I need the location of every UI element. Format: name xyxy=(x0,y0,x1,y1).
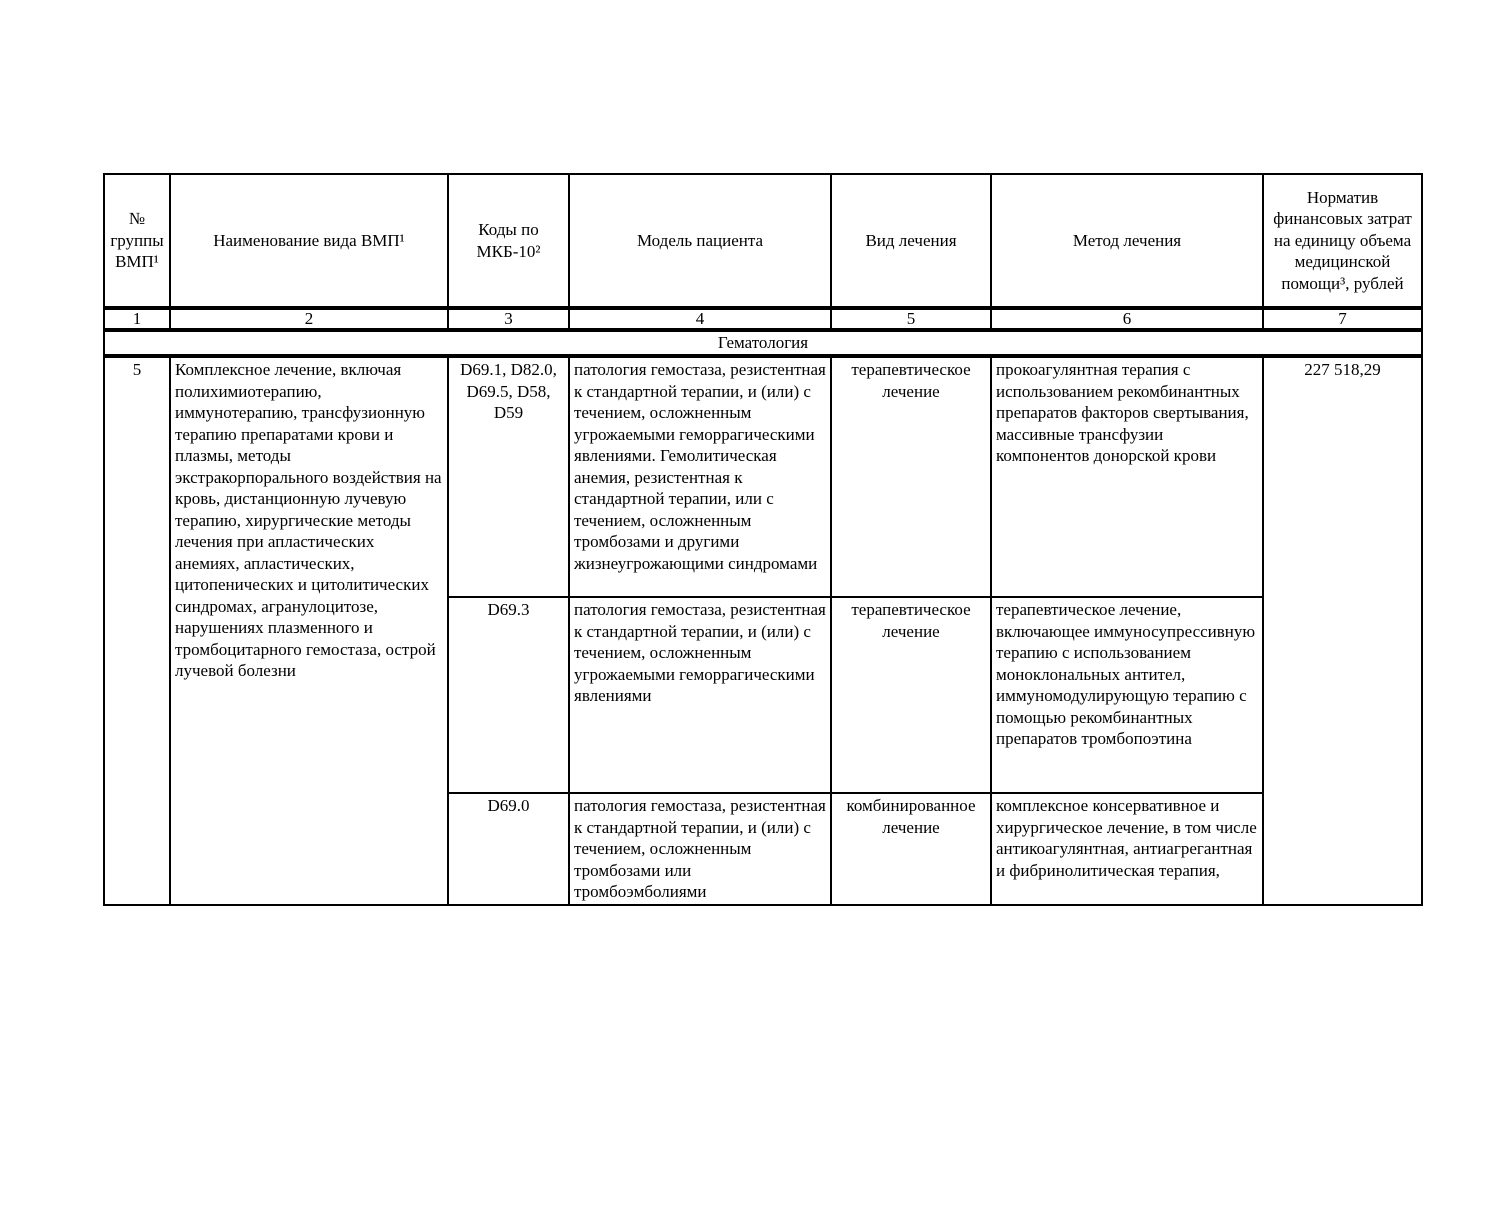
table-header-row xyxy=(104,174,1422,308)
col-header-treatment-kind: Вид лечения xyxy=(831,174,991,308)
patient-model-cell-1: патология гемостаза, резистентная к стандартной терапии, и (или) с течением, осложненным угрожаемыми геморрагическими явлениями. Гемолитическая анемия, резистентная к стандартной терапии, или с течением, осложненным тромбозами и другими жизнеугрожающими синдромами xyxy=(569,356,831,597)
treatment-method-cell-2: терапевтическое лечение, включающее иммуносупрессивную терапию с использованием моноклональных антител, иммуномодулирующую терапию с помощью рекомбинантных препаратов тромбопоэтина xyxy=(991,597,1263,793)
group-number-cell: 5 xyxy=(104,356,170,905)
col-header-group-number: № группы ВМП¹ xyxy=(104,174,170,308)
treatment-kind-cell-2: терапевтическое лечение xyxy=(831,597,991,793)
tariff-cell: 227 518,29 xyxy=(1263,356,1422,905)
icd-codes-cell-1: D69.1, D82.0, D69.5, D58, D59 xyxy=(448,356,569,597)
icd-codes-cell-2: D69.3 xyxy=(448,597,569,793)
vmp-tariff-table xyxy=(103,173,1423,906)
treatment-kind-cell-1: терапевтическое лечение xyxy=(831,356,991,597)
treatment-kind-cell-3: комбинированное лечение xyxy=(831,793,991,905)
col-number-6: 6 xyxy=(991,308,1263,330)
col-header-treatment-method: Метод лечения xyxy=(991,174,1263,308)
col-header-patient-model: Модель пациента xyxy=(569,174,831,308)
patient-model-cell-2: патология гемостаза, резистентная к стандартной терапии, и (или) с течением, осложненным угрожаемыми геморрагическими явлениями xyxy=(569,597,831,793)
col-header-vmp-name: Наименование вида ВМП¹ xyxy=(170,174,448,308)
patient-model-cell-3: патология гемостаза, резистентная к стандартной терапии, и (или) с течением, осложненным тромбозами или тромбоэмболиями xyxy=(569,793,831,905)
col-number-3: 3 xyxy=(448,308,569,330)
vmp-name-cell: Комплексное лечение, включая полихимиотерапию, иммунотерапию, трансфузионную терапию препаратами крови и плазмы, методы экстракорпорального воздействия на кровь, дистанционную лучевую терапию, хирургические методы лечения при апластических анемиях, апластических, цитопенических и цитолитических синдромах, агранулоцитозе, нарушениях плазменного и тромбоцитарного гемостаза, острой лучевой болезни xyxy=(170,356,448,905)
section-header-row xyxy=(104,330,1422,356)
col-number-1: 1 xyxy=(104,308,170,330)
treatment-method-cell-3: комплексное консервативное и хирургическое лечение, в том числе антикоагулянтная, антиагрегантная и фибринолитическая терапия, xyxy=(991,793,1263,905)
col-number-5: 5 xyxy=(831,308,991,330)
col-number-7: 7 xyxy=(1263,308,1422,330)
column-numbers-row xyxy=(104,308,1422,330)
col-number-4: 4 xyxy=(569,308,831,330)
icd-codes-cell-3: D69.0 xyxy=(448,793,569,905)
table-row xyxy=(104,356,1422,597)
col-number-2: 2 xyxy=(170,308,448,330)
treatment-method-cell-1: прокоагулянтная терапия с использованием рекомбинантных препаратов факторов свертывания, массивные трансфузии компонентов донорской крови xyxy=(991,356,1263,597)
section-title: Гематология xyxy=(104,330,1422,356)
col-header-icd-codes: Коды по МКБ-10² xyxy=(448,174,569,308)
col-header-tariff: Норматив финансовых затрат на единицу объема медицинской помощи³, рублей xyxy=(1263,174,1422,308)
